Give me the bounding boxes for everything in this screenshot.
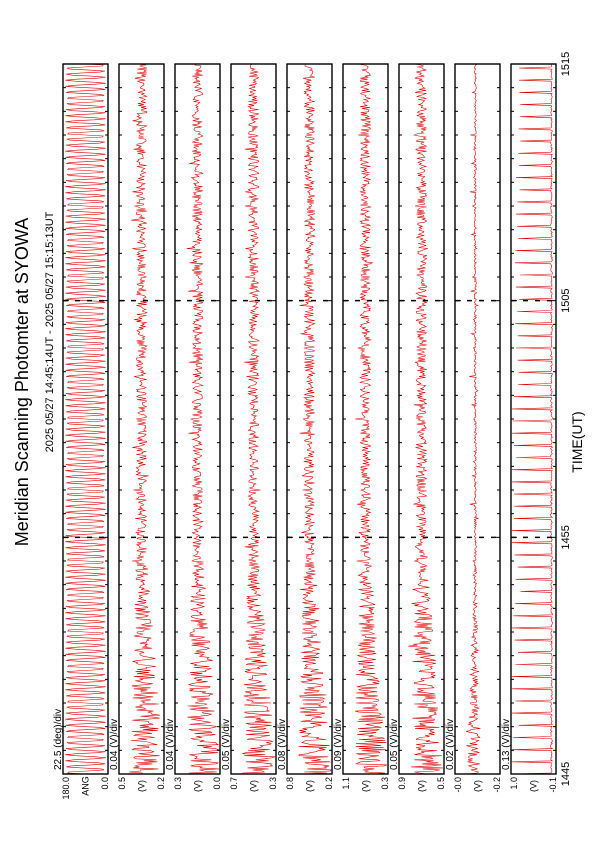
x-tick-label: 1515 xyxy=(560,51,572,77)
panel-frame-ch7 xyxy=(455,64,500,774)
x-tick-label: 1505 xyxy=(560,288,572,313)
panel-frame-ch6 xyxy=(399,64,444,774)
panel-ch3 xyxy=(221,64,278,792)
ylabel-ch1: (V) xyxy=(136,780,147,792)
ytick-bottom-ch1: 0.2 xyxy=(156,777,166,790)
ytick-top-ch6: 0.9 xyxy=(397,777,407,790)
panel-angle xyxy=(53,64,110,800)
trace-ch1 xyxy=(129,64,160,774)
panel-ch2 xyxy=(165,64,222,792)
ylabel-ch6: (V) xyxy=(416,780,427,792)
x-axis-label: TIME(UT) xyxy=(569,411,585,473)
ytick-top-ch1: 0.5 xyxy=(117,777,127,790)
ytick-top-ch3: 0.7 xyxy=(229,777,239,790)
ylabel-ch3: (V) xyxy=(248,780,259,792)
chart-title: Meridian Scanning Photomter at SYOWA xyxy=(12,217,32,547)
trace-ch3 xyxy=(242,64,275,774)
ytick-bottom-ch7: -0.2 xyxy=(492,777,502,793)
ytick-bottom-ch6: 0.5 xyxy=(436,777,446,790)
scale-label-angle: 22.5 (deg)/div xyxy=(53,708,64,770)
scale-label-ch3: 0.05 (V)/div xyxy=(221,718,232,770)
scale-label-ch7: 0.02 (V)/div xyxy=(445,718,456,770)
scale-label-ch8: 0.13 (V)/div xyxy=(501,718,512,770)
scale-label-ch4: 0.08 (V)/div xyxy=(277,718,288,770)
scale-label-ch1: 0.04 (V)/div xyxy=(109,718,120,770)
trace-ch4 xyxy=(299,64,332,774)
panel-ch7 xyxy=(445,64,502,793)
panel-ch5 xyxy=(333,64,390,792)
trace-ch7 xyxy=(466,64,480,774)
ytick-top-ch7: -0.0 xyxy=(453,777,463,793)
scale-label-ch6: 0.05 (V)/div xyxy=(389,718,400,770)
ylabel-ch5: (V) xyxy=(360,780,371,792)
panel-frame-ch4 xyxy=(287,64,332,774)
ytick-bottom-ch3: 0.3 xyxy=(268,777,278,790)
ylabel-ch8: (V) xyxy=(528,780,539,792)
trace-ch2 xyxy=(187,64,219,774)
panel-frame-ch8 xyxy=(511,64,556,774)
ylabel-angle: ANG xyxy=(80,776,91,796)
ylabel-ch2: (V) xyxy=(192,780,203,792)
ytick-top-angle: 180.0 xyxy=(61,777,71,800)
ytick-top-ch5: 1.1 xyxy=(341,777,351,790)
trace-ch6 xyxy=(408,64,443,774)
ytick-bottom-ch8: -0.1 xyxy=(548,777,558,793)
x-tick-label: 1455 xyxy=(560,525,572,550)
ytick-top-ch8: 1.0 xyxy=(509,777,519,790)
panel-frame-ch1 xyxy=(119,64,164,774)
scale-label-ch5: 0.09 (V)/div xyxy=(333,718,344,770)
trace-ch5 xyxy=(355,64,387,774)
ytick-bottom-ch4: 0.2 xyxy=(324,777,334,790)
time-range-label: 2025 05/27 14:45:14UT - 2025 05/27 15:15:13UT xyxy=(44,211,56,453)
panel-ch1 xyxy=(109,64,166,792)
ylabel-ch7: (V) xyxy=(472,780,483,792)
ylabel-ch4: (V) xyxy=(304,780,315,792)
ytick-bottom-ch2: 0.0 xyxy=(212,777,222,790)
ytick-top-ch4: 0.8 xyxy=(285,777,295,790)
ytick-bottom-ch5: 0.3 xyxy=(380,777,390,790)
scale-label-ch2: 0.04 (V)/div xyxy=(165,718,176,770)
ytick-bottom-angle: 0.0 xyxy=(100,777,110,790)
panel-ch6 xyxy=(389,64,446,792)
trace-angle xyxy=(65,64,105,774)
x-tick-label: 1445 xyxy=(560,761,572,787)
panel-ch4 xyxy=(277,64,334,792)
panel-ch8 xyxy=(501,64,558,793)
trace-ch8 xyxy=(512,64,553,774)
ytick-top-ch2: 0.3 xyxy=(173,777,183,790)
